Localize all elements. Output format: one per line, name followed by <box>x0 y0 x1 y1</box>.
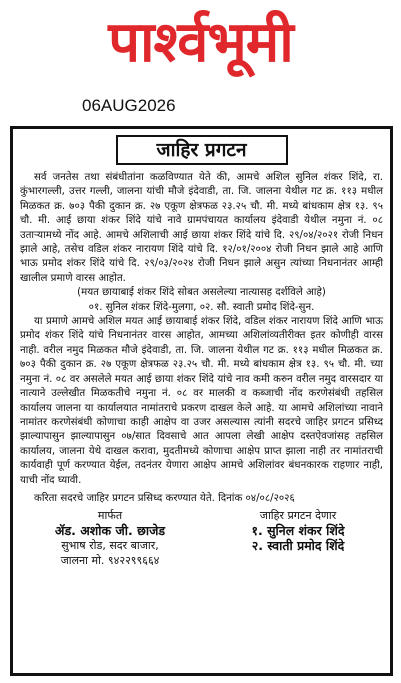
newspaper-logo: पार्श्वभूमी <box>108 9 293 75</box>
heirs-note: (मयत छायाबाई शंकर शिंदे सोबत असलेल्या नात्यासह दर्शविले आहे) <box>77 287 326 299</box>
advocate-address-2: जालना मो. ९४२२९९६६४ <box>60 554 160 568</box>
publication-date: 06AUG2026 <box>82 96 176 115</box>
notice-paragraph-2: या प्रमाणे आमचे अशिल मयत आई छायाबाई शंकर शिंदे, वडिल शंकर नारायण शिंदे आणि भाऊ प्रमोद शंकर शिंदे यांचे निधनानंतर वारस आहोत, आमच्या अशिलांव्यतीरीक्त इतर कोणीही वारस नाही. वरील नमुद मिळकत मौजे इंदेवाडी, ता. जि. जालना येथील गट क्र. ११३ मधील मिळकत क्र. ७०३ पैकी दुकान क्र. २७ एकूण क्षेत्रफळ २३.२५ चौ. मी. मध्ये बांधकाम क्षेत्र १३. ९५ चौ. मी. च्या नमुना नं. ०८ वर असलेले मयत आई छाया शंकर शिंदे यांचे नाव कमी करुन वरील नमुद वारसदार या नात्याने उल्लेखीत मिळकतीचे नमुना नं. ०८ वर मालकी व कब्जाची नोंद करणेसंबंधी तहसिल कार्यालय जालना या कार्यालयात नामांतराचे प्रकरण दाखल केले आहे. या आमचे अशिलांच्या नावाने नामांतर करणेसंबंधी कोणाचा काही आक्षेप वा उजर असल्यास त्यांनी सदरचे जाहिर प्रगटन प्रसिध्द झाल्यापासुन झाल्यापासुन ०७/सात दिवसाचे आत आपला लेखी आक्षेप दस्तऐवजांसह तहसिल कार्यालय, जालना येथे दाखल करावा, मुदतीमध्ये कोणाचा आक्षेप प्राप्त झाला नाही तर नामांतराची कार्यवाही पूर्ण करण्यात येईल, तदनंतर येणारा आक्षेप आमचे अशिलांवर बंधनकारक राहणार नाही, याची नोंद घ्यावी. <box>20 316 383 486</box>
masthead <box>0 0 401 92</box>
heirs-list: ०१. सुनिल शंकर शिंदे-मुलगा, ०२. सौ. स्वाती प्रमोद शिंदे-सुन. <box>88 301 315 313</box>
advocate-block <box>20 508 200 568</box>
advocate-address-1: सुभाष रोड, सदर बाजार, <box>61 539 159 553</box>
publisher-label: जाहिर प्रगटन देणार <box>259 509 337 523</box>
public-notice-box <box>10 126 393 676</box>
notice-paragraph-1: सर्व जनतेस तथा संबंधीतांना कळविण्यात येते की, आमचे अशिल सुनिल शंकर शिंदे, रा. कुंभारगल्ली, उत्तर गल्ली, जालना यांची मौजे इंदेवाडी, ता. जि. जालना येथील गट क्र. ११३ मधील मिळकत क्र. ७०३ पैकी दुकान क्र. २७ एकूण क्षेत्रफळ २३.२५ चौ. मी. मध्ये बांधकाम क्षेत्र १३. ९५ चौ. मी. आई छाया शंकर शिंदे यांचे नावे ग्रामपंचायत कार्यालय इंदेवाडी येथील नमुना नं. ०८ उताऱ्यामध्ये नोंद आहे. आमचे अशिलाची आई छाया शंकर शिंदे यांचे दि. २९/०४/२०२१ रोजी निधन झाले आहे, तसेच वडिल शंकर नारायण शिंदे यांचे दि. १२/०१/२००४ रोजी निधन झाले आहे आणि भाऊ प्रमोद शंकर शिंदे यांचे दि. २९/०३/२०२४ रोजी निधन झाले असुन त्यांच्या निधनानंतर आम्ही खालील प्रमाणे वारस आहोत. <box>20 172 383 284</box>
signature-row <box>20 508 383 568</box>
advocate-via: मार्फत <box>97 509 123 523</box>
notice-closing: करिता सदरचे जाहिर प्रगटन प्रसिध्द करण्यात येते. दिनांक ०४/०८/२०२६ <box>34 492 295 504</box>
publisher-block <box>213 508 383 568</box>
publisher-name-1: १. सुनिल शंकर शिंदे <box>251 523 345 539</box>
publisher-name-2: २. स्वाती प्रमोद शिंदे <box>251 538 345 554</box>
advocate-name: ॲड. अशोक जी. छाजेड <box>54 523 166 539</box>
notice-heading: जाहिर प्रगटन <box>116 135 288 165</box>
